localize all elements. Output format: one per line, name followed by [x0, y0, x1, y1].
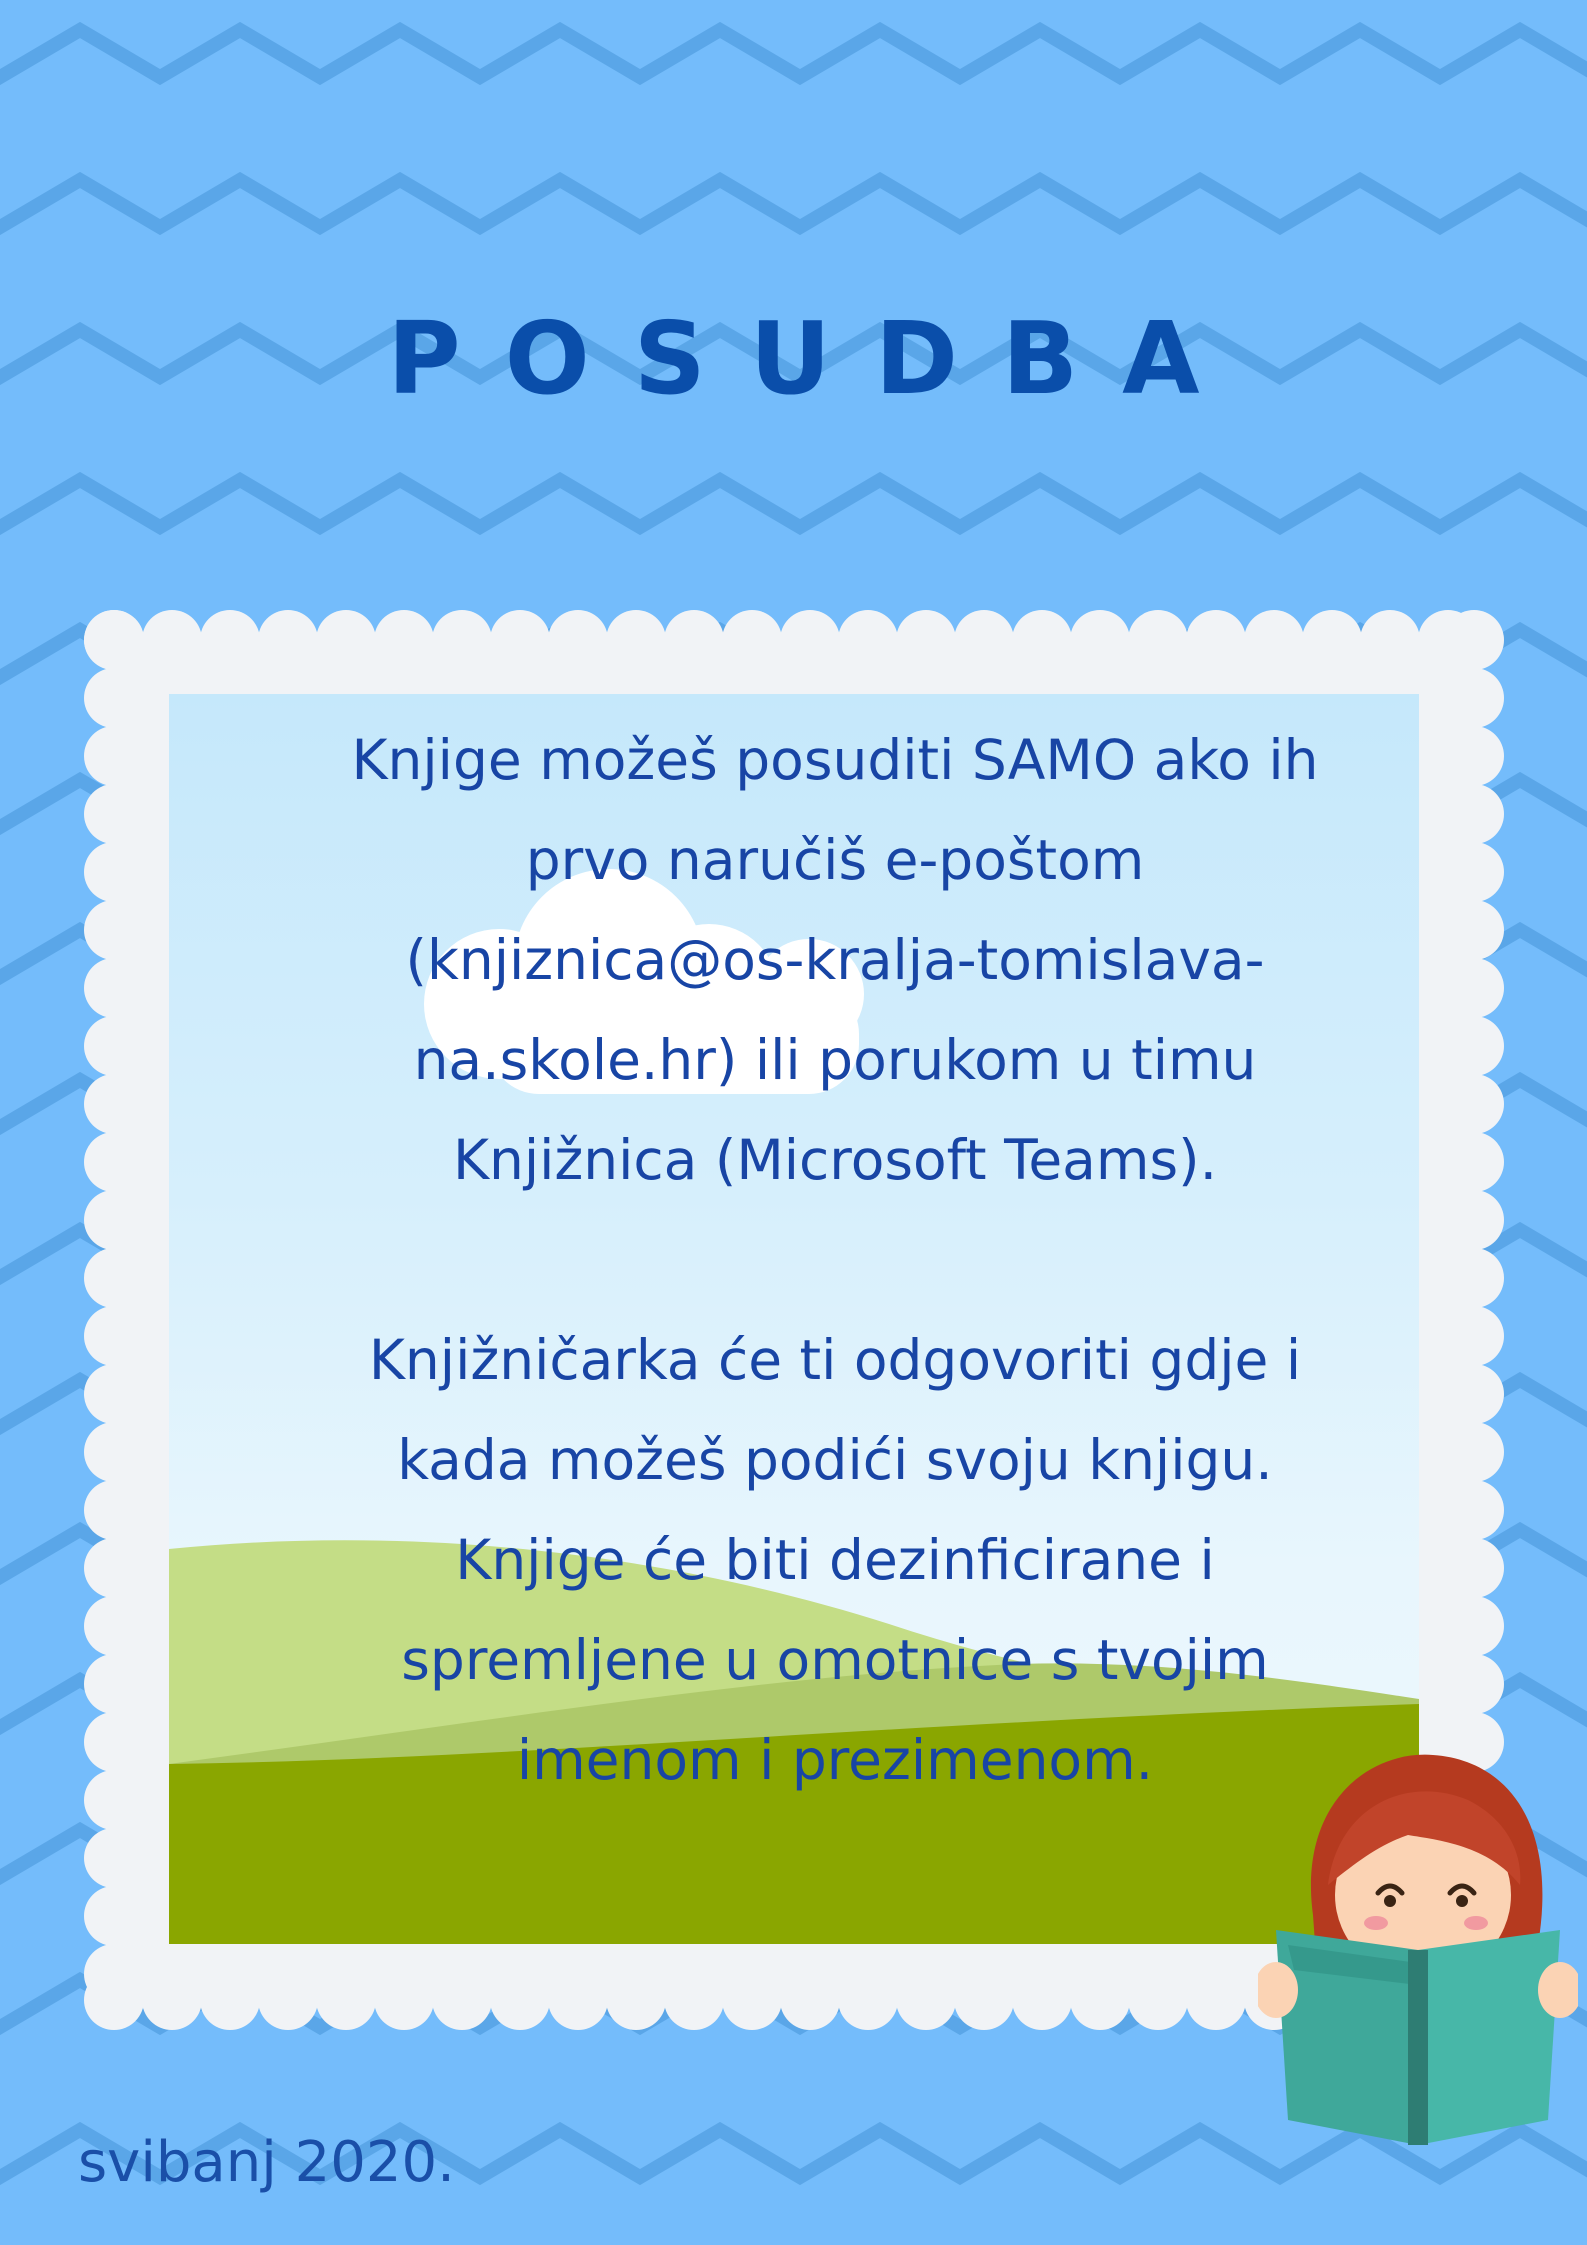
page-title: POSUDBA	[387, 300, 1244, 417]
text-line: spremljene u omotnice s tvojim	[401, 1628, 1269, 1692]
text-line: imenom i prezimenom.	[516, 1728, 1154, 1792]
paragraph-ordering	[255, 710, 1415, 1210]
info-text	[255, 710, 1415, 1810]
text-line: Knjige možeš posuditi SAMO ako ih	[351, 728, 1319, 792]
text-line: Knjižnica (Microsoft Teams).	[452, 1128, 1218, 1192]
text-line: (knjiznica@os-kralja-tomislava-	[405, 928, 1265, 992]
text-line: Knjige će biti dezinficirane i	[455, 1528, 1215, 1592]
text-line: kada možeš podići svoju knjigu.	[397, 1428, 1273, 1492]
text-line: na.skole.hr) ili porukom u timu	[413, 1028, 1257, 1092]
text-line: prvo naručiš e-poštom	[525, 828, 1145, 892]
text-line: Knjižničarka će ti odgovoriti gdje i	[368, 1328, 1302, 1392]
paragraph-pickup	[255, 1310, 1415, 1810]
date-footer: svibanj 2020.	[78, 2130, 455, 2195]
girl-reading-book-icon	[1258, 1745, 1578, 2145]
